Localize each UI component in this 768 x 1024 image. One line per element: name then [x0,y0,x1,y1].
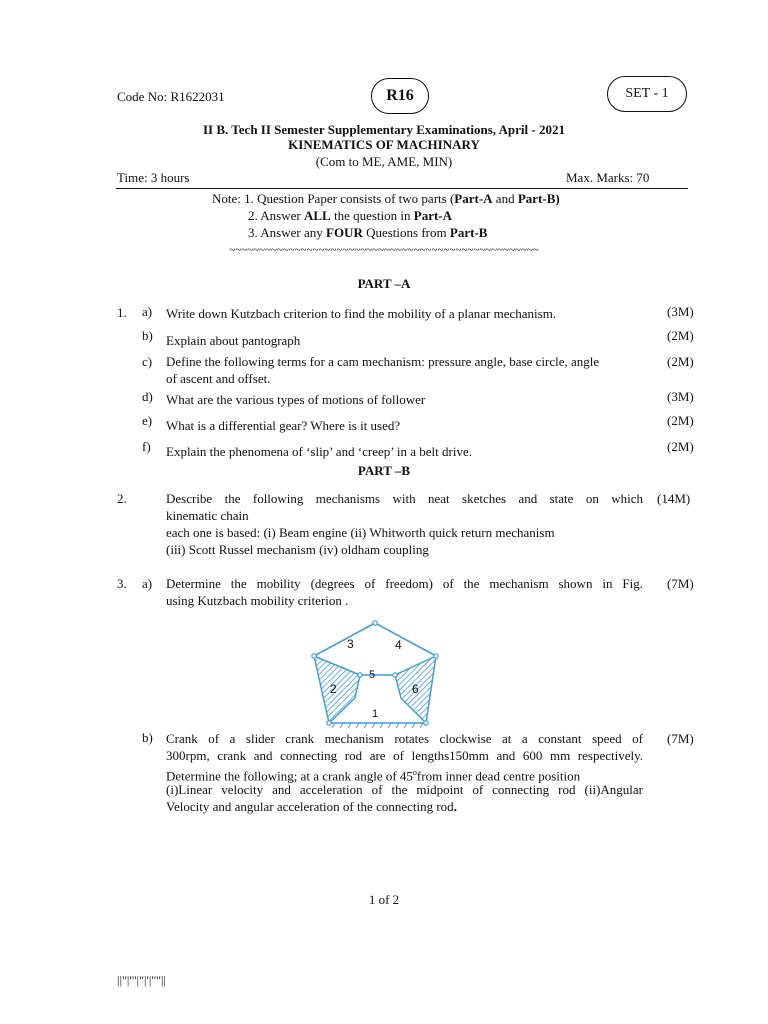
note-line-1: Note: 1. Question Paper consists of two parts (Part-A and Part-B) [212,191,560,206]
q1e-text: What is a differential gear? Where is it used? [166,418,401,433]
q3b-text-line-5: Velocity and angular acceleration of the connecting rod. [166,799,457,814]
q1a-label: a) [142,304,153,319]
q1b-marks: (2M) [667,328,694,343]
q3a-label: a) [142,576,153,591]
regulation-text: R16 [386,87,414,104]
q1e-label: e) [142,413,153,428]
q3b-text-line-1: Crank of a slider crank mechanism rotates clockwise at a constant speed of [166,731,643,746]
figure-label-2: 2 [330,682,337,696]
note-line-3: 3. Answer any FOUR Questions from Part-B [248,225,488,240]
q3b-marks: (7M) [667,731,694,746]
part-a-heading: PART –A [357,276,411,291]
q3b-text-line-3: Determine the following; at a crank angle of 45$^o$from inner dead centre position [166,768,581,784]
q3b-label: b) [142,730,153,745]
q1a-text: Write down Kutzbach criterion to find the mobility of a planar mechanism. [166,306,557,321]
set-text: SET - 1 [625,86,669,101]
question-number-3: 3. [117,576,127,591]
figure-label-5: 5 [369,669,376,681]
page-number: 1 of 2 [368,892,400,907]
code-number: Code No: R1622031 [117,89,225,104]
q2-text-line-1: Describe the following mechanisms with neat sketches and state on which [166,491,643,506]
q1c-label: c) [142,354,153,369]
q1c-text-line-2: of ascent and offset. [166,371,271,386]
q3a-marks: (7M) [667,576,694,591]
part-b-heading: PART –B [357,463,411,478]
q1c-text: Define the following terms for a cam mechanism: pressure angle, base circle, angle [166,354,600,369]
q2-marks: (14M) [657,491,691,506]
tilde-separator: ~~~~~~~~~~~~~~~~~~~~~~~~~~~~~~~~~~~~~~~~~~~~~~~~~~~~ [229,244,539,256]
q1b-text: Explain about pantograph [166,333,301,348]
figure-label-4: 4 [395,638,402,652]
q1c-marks: (2M) [667,354,694,369]
q1a-marks: (3M) [667,304,694,319]
exam-time: Time: 3 hours [117,170,190,185]
max-marks: Max. Marks: 70 [566,170,650,185]
question-number-2: 2. [117,491,127,506]
figure-label-3: 3 [347,637,354,651]
figure-label-6: 6 [412,682,419,696]
q1f-label: f) [142,439,151,454]
regulation-badge [371,78,429,114]
q2-text-line-2: kinematic chain [166,508,249,523]
q1e-marks: (2M) [667,413,694,428]
q3a-text-line-1: Determine the mobility (degrees of freedom) of the mechanism shown in Fig. [166,576,643,591]
q1f-marks: (2M) [667,439,694,454]
q1d-marks: (3M) [667,389,694,404]
q3a-text-line-2: using Kutzbach mobility criterion . [166,593,349,608]
figure-label-1: 1 [372,708,379,720]
mechanism-figure [305,620,450,730]
header-rule [116,188,688,189]
q2-text-line-4: (iii) Scott Russel mechanism (iv) oldham coupling [166,542,429,557]
subject-title: KINEMATICS OF MACHINARY [288,137,480,152]
q1d-text: What are the various types of motions of follower [166,392,426,407]
set-badge [607,76,687,112]
q1f-text: Explain the phenomena of ‘slip’ and ‘creep’ in a belt drive. [166,444,472,459]
barcode-marks: ||''|'''|''|'|''''|| [117,973,167,987]
link-3 [314,623,375,656]
link-4 [375,623,436,656]
note-line-2: 2. Answer ALL the question in Part-A [248,208,453,223]
question-number-1: 1. [117,305,127,320]
q3b-text-line-4: (i)Linear velocity and acceleration of the midpoint of connecting rod (ii)Angular [166,782,643,797]
branches: (Com to ME, AME, MIN) [315,154,453,169]
q1d-label: d) [142,389,153,404]
q2-text-line-3: each one is based: (i) Beam engine (ii) Whitworth quick return mechanism [166,525,555,540]
q1b-label: b) [142,328,153,343]
link-2-hatched [314,656,360,723]
exam-title: II B. Tech II Semester Supplementary Examinations, April - 2021 [203,122,565,137]
q3b-text-line-2: 300rpm, crank and connecting rod are of lengths150mm and 600 mm respectively. [166,748,643,763]
